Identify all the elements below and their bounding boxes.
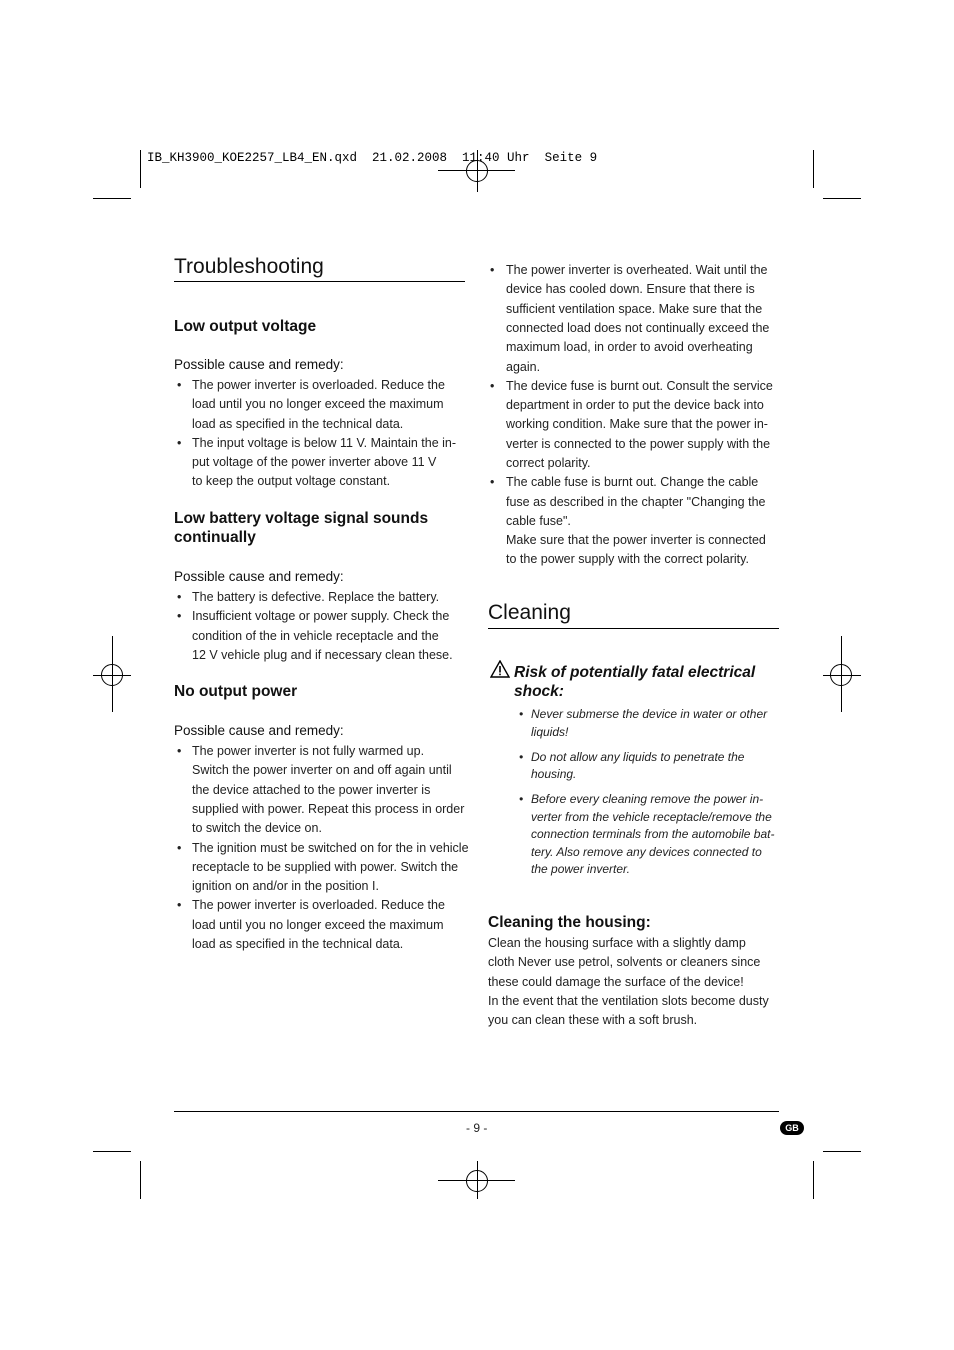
bullet-line: verter is connected to the power supply with the: [506, 436, 771, 451]
bullet-line: the power inverter.: [531, 862, 630, 876]
bullet-line: The power inverter is overloaded. Reduce the: [192, 898, 445, 913]
bullet-line: Insufficient voltage or power supply. Check the: [192, 609, 450, 624]
warning-title: [514, 663, 755, 701]
bullet-line: load as specified in the technical data.: [192, 936, 404, 951]
bullet-line: to the power supply with the correct polarity.: [506, 552, 749, 567]
bullet-line: correct polarity.: [506, 455, 591, 470]
bullet-line: verter from the vehicle receptacle/remove the: [531, 809, 772, 824]
paragraph-line: cloth Never use petrol, solvents or cleaners since: [488, 955, 761, 970]
paragraph-line: you can clean these with a soft brush.: [488, 1013, 698, 1028]
bullet-dot: •: [177, 744, 182, 758]
paragraph-line: Clean the housing surface with a slightly damp: [488, 936, 746, 950]
bullet-line: sufficient ventilation space. Make sure that the: [506, 301, 763, 316]
bullet-line: The ignition must be switched on for the in vehicle: [192, 840, 469, 855]
bullet-line: load as specified in the technical data.: [192, 416, 404, 431]
bullet-dot: •: [177, 840, 182, 855]
bullet-dot: •: [490, 378, 495, 393]
bullet-line: department in order to put the device back into: [506, 398, 764, 413]
bullet-line: connection terminals from the automobile bat-: [531, 827, 775, 841]
bullet-line: to switch the device on.: [192, 821, 322, 836]
bullet-line: connected load does not continually exceed the: [506, 320, 770, 335]
bullet-dot: •: [519, 707, 524, 721]
warning-title-line: Risk of potentially fatal electrical: [514, 664, 756, 681]
crop-mark: [93, 198, 131, 199]
bullet-dot: •: [177, 590, 182, 604]
bullet-line: condition of the in vehicle receptacle and the: [192, 628, 439, 643]
bullet-dot: •: [177, 609, 182, 624]
bullet-line: put voltage of the power inverter above 11 V: [192, 455, 437, 470]
section-title-cleaning: Cleaning: [488, 601, 571, 624]
bullet-line: housing.: [531, 767, 577, 781]
bullet-line: load until you no longer exceed the maximum: [192, 917, 444, 932]
bullet-line: fuse as described in the chapter "Changing the: [506, 494, 766, 509]
bullet-line: receptacle to be supplied with power. Switch the: [192, 859, 459, 874]
bullet-line: The input voltage is below 11 V. Maintain the in-: [192, 435, 457, 450]
bullet-line: liquids!: [531, 724, 569, 739]
heading-low-output-voltage: Low output voltage: [174, 318, 317, 335]
bullet-dot: •: [177, 435, 182, 450]
bullet-dot: •: [490, 263, 495, 277]
bullet-line: tery. Also remove any devices connected to: [531, 844, 762, 859]
heading-cleaning-housing: Cleaning the housing:: [488, 914, 651, 931]
bullet-line: Before every cleaning remove the power in-: [531, 792, 764, 806]
bullet-line: 12 V vehicle plug and if necessary clean these.: [192, 647, 453, 662]
warning-triangle-icon: [490, 660, 510, 678]
paragraph-line: these could damage the surface of the device!: [488, 974, 744, 989]
heading-line: continually: [174, 529, 256, 546]
crop-mark: [813, 1161, 814, 1199]
heading-no-output-power: No output power: [174, 683, 298, 700]
footer-rule: [174, 1111, 779, 1112]
heading-line: Low battery voltage signal sounds: [174, 510, 429, 527]
crop-mark: [813, 150, 814, 188]
heading-low-battery: [174, 509, 428, 547]
cause-label: Possible cause and remedy:: [174, 357, 344, 372]
bullet-dot: •: [177, 898, 182, 913]
bullet-line: the device attached to the power inverter is: [192, 782, 431, 797]
bullet-line: The power inverter is overloaded. Reduce the: [192, 378, 445, 392]
bullet-line: to keep the output voltage constant.: [192, 474, 391, 489]
bullet-line: Make sure that the power inverter is connected: [506, 533, 766, 548]
crop-mark: [823, 1151, 861, 1152]
bullet-line: The device fuse is burnt out. Consult the service: [506, 378, 773, 393]
country-badge: GB: [780, 1121, 804, 1135]
paragraph-line: In the event that the ventilation slots become dusty: [488, 993, 769, 1008]
bullet-line: load until you no longer exceed the maximum: [192, 397, 444, 412]
bullet-line: again.: [506, 359, 541, 374]
bullet-dot: •: [490, 475, 495, 490]
bullet-line: The power inverter is not fully warmed up.: [192, 744, 425, 758]
bullet-line: Switch the power inverter on and off again until: [192, 763, 452, 778]
bullet-dot: •: [177, 378, 182, 392]
file-header: IB_KH3900_KOE2257_LB4_EN.qxd 21.02.2008 11:40 Uhr Seite 9: [147, 151, 598, 165]
section-rule: [174, 281, 465, 282]
page-number: - 9 -: [466, 1121, 488, 1135]
crop-mark: [140, 1161, 141, 1199]
cause-label: Possible cause and remedy:: [174, 569, 344, 584]
bullet-line: device has cooled down. Ensure that there is: [506, 282, 755, 297]
bullet-line: cable fuse".: [506, 513, 571, 528]
bullet-dot: •: [519, 749, 524, 764]
bullet-line: Do not allow any liquids to penetrate the: [531, 749, 745, 764]
cause-label: Possible cause and remedy:: [174, 723, 344, 738]
bullet-line: The battery is defective. Replace the battery.: [192, 590, 440, 604]
crop-mark: [93, 1151, 131, 1152]
bullet-line: maximum load, in order to avoid overheating: [506, 340, 753, 355]
bullet-line: working condition. Make sure that the power in-: [506, 417, 768, 432]
bullet-line: supplied with power. Repeat this process in order: [192, 801, 465, 816]
section-rule: [488, 628, 779, 629]
bullet-line: The cable fuse is burnt out. Change the cable: [506, 475, 759, 490]
section-title-troubleshooting: Troubleshooting: [174, 255, 324, 278]
bullet-line: The power inverter is overheated. Wait until the: [506, 263, 768, 277]
crop-mark: [823, 198, 861, 199]
bullet-line: ignition on and/or in the position I.: [192, 879, 379, 894]
bullet-line: Never submerse the device in water or other: [531, 707, 768, 721]
bullet-dot: •: [519, 792, 524, 806]
warning-title-line: shock:: [514, 683, 564, 700]
crop-mark: [140, 150, 141, 188]
